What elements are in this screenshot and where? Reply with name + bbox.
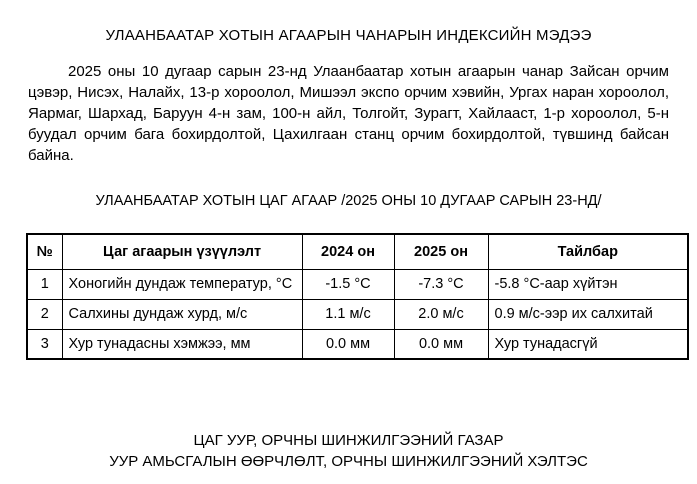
cell-value-2025: 0.0 мм (394, 329, 488, 359)
cell-row-number: 1 (27, 269, 62, 299)
table-row-temperature (27, 269, 688, 299)
cell-value-2025: 2.0 м/с (394, 299, 488, 329)
table-body (27, 269, 688, 359)
table-header (27, 234, 688, 269)
cell-note: 0.9 м/с-ээр их салхитай (488, 299, 688, 329)
cell-value-2025: -7.3 °С (394, 269, 488, 299)
weather-indicators-table (26, 233, 689, 360)
cell-value-2024: -1.5 °С (302, 269, 394, 299)
table-header-row (27, 234, 688, 269)
cell-note: -5.8 °С-аар хүйтэн (488, 269, 688, 299)
footer-department-name: УУР АМЬСГАЛЫН ӨӨРЧЛӨЛТ, ОРЧНЫ ШИНЖИЛГЭЭНИЙ ХЭЛТЭС (109, 453, 588, 470)
page-title: УЛААНБААТАР ХОТЫН АГААРЫН ЧАНАРЫН ИНДЕКСИЙН МЭДЭЭ (105, 27, 592, 44)
col-header-2025: 2025 он (394, 234, 488, 269)
col-header-2024: 2024 он (302, 234, 394, 269)
cell-indicator: Салхины дундаж хурд, м/с (62, 299, 302, 329)
document-footer (28, 430, 669, 472)
cell-value-2024: 1.1 м/с (302, 299, 394, 329)
col-header-indicator: Цаг агаарын үзүүлэлт (62, 234, 302, 269)
cell-row-number: 3 (27, 329, 62, 359)
cell-note: Хур тунадасгүй (488, 329, 688, 359)
table-row-wind (27, 299, 688, 329)
col-header-number: № (27, 234, 62, 269)
table-row-precipitation (27, 329, 688, 359)
table-section-title: УЛААНБААТАР ХОТЫН ЦАГ АГААР /2025 ОНЫ 10 ДУГААР САРЫН 23-НД/ (95, 193, 602, 209)
col-header-note: Тайлбар (488, 234, 688, 269)
cell-row-number: 2 (27, 299, 62, 329)
cell-indicator: Хоногийн дундаж температур, °С (62, 269, 302, 299)
summary-paragraph: 2025 оны 10 дугаар сарын 23-нд Улаанбаатар хотын агаарын чанар Зайсан орчим цэвэр, Нисэх, Налайх, 13-р хороолол, Мишээл экспо орчим хэвийн, Ургах наран хороолол, Яармаг, Шархад, Баруун 4-н зам, 100-н айл, Толгойт, Зурагт, Хайлааст, 1-р хороолол, 5-н буудал орчим бага бохирдолтой, Цахилгаан станц орчим бохирдолтой, түвшинд байсан байна. (28, 63, 669, 164)
cell-value-2024: 0.0 мм (302, 329, 394, 359)
cell-indicator: Хур тунадасны хэмжээ, мм (62, 329, 302, 359)
footer-agency-name: ЦАГ УУР, ОРЧНЫ ШИНЖИЛГЭЭНИЙ ГАЗАР (193, 432, 504, 449)
